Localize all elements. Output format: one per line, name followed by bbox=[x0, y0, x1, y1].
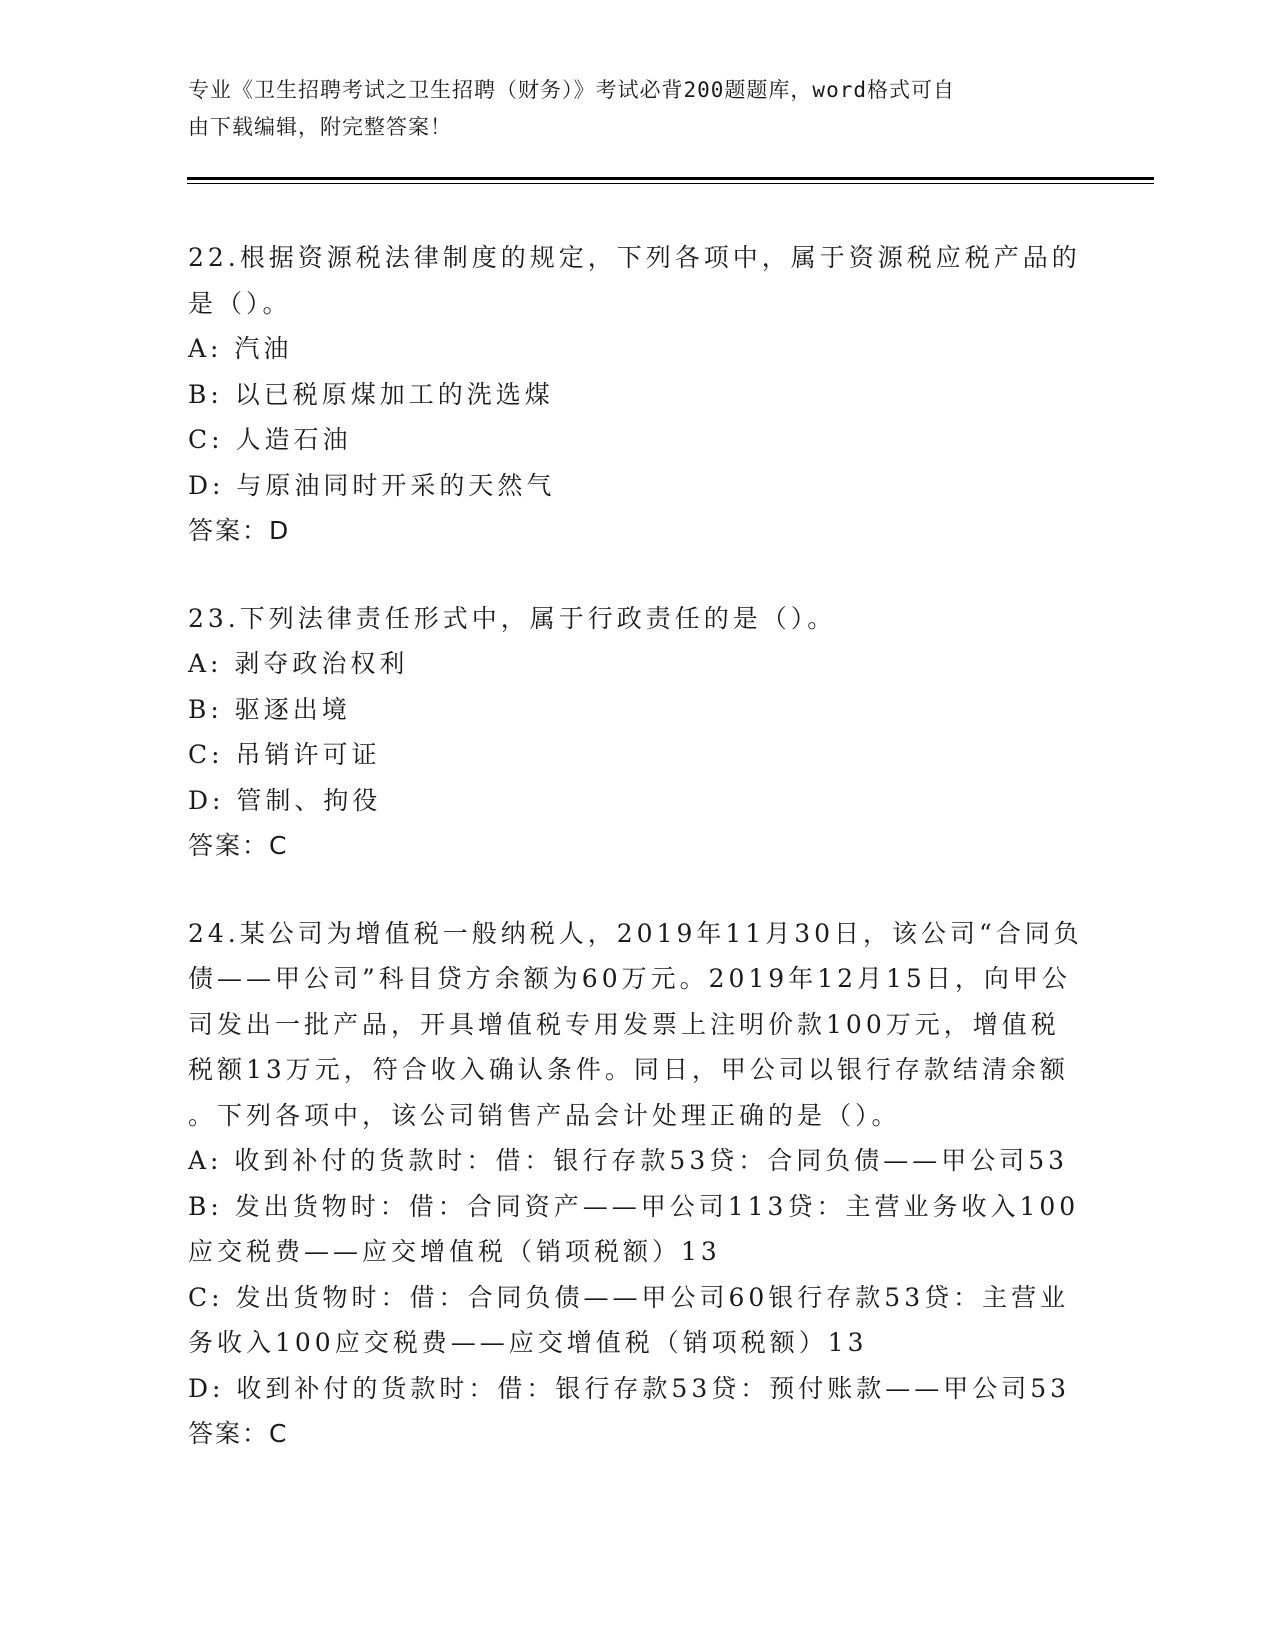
option-c: C: 发出货物时：借：合同负债——甲公司60银行存款53贷：主营业 bbox=[188, 1282, 1070, 1312]
option-d: D: 与原油同时开采的天然气 bbox=[188, 470, 556, 500]
option-a: A: 汽油 bbox=[188, 334, 293, 363]
question-24 bbox=[188, 911, 1088, 1457]
answer-label: 答案：C bbox=[188, 1419, 289, 1448]
answer-label: 答案：C bbox=[188, 831, 289, 860]
header-divider bbox=[187, 177, 1154, 180]
question-23 bbox=[188, 596, 1088, 869]
option-b: B: 发出货物时：借：合同资产——甲公司113贷：主营业务收入100 bbox=[188, 1191, 1080, 1221]
option-c-continued: 务收入100应交税费——应交增值税（销项税额）13 bbox=[188, 1328, 868, 1357]
option-a: A: 剥夺政治权利 bbox=[188, 649, 409, 678]
option-d: D: 管制、拘役 bbox=[188, 785, 382, 815]
question-stem: 税额13万元，符合收入确认条件。同日，甲公司以银行存款结清余额 bbox=[188, 1055, 1069, 1084]
question-stem: 司发出一批产品，开具增值税专用发票上注明价款100万元，增值税 bbox=[188, 1009, 1060, 1039]
answer-label: 答案：D bbox=[188, 516, 291, 545]
option-b: B: 驱逐出境 bbox=[188, 694, 351, 724]
question-stem: 是（）。 bbox=[188, 288, 292, 318]
option-a: A: 收到补付的货款时：借：银行存款53贷：合同负债——甲公司53 bbox=[188, 1146, 1069, 1175]
option-b-continued: 应交税费——应交增值税（销项税额）13 bbox=[188, 1237, 721, 1266]
question-stem: 23.下列法律责任形式中，属于行政责任的是（）。 bbox=[188, 603, 837, 633]
header-divider-thin bbox=[187, 183, 1154, 184]
header-line: 专业《卫生招聘考试之卫生招聘（财务）》考试必背200题题库，word格式可自 bbox=[188, 78, 955, 102]
option-b: B: 以已税原煤加工的洗选煤 bbox=[188, 379, 554, 409]
question-22 bbox=[188, 235, 1088, 554]
question-stem: 。下列各项中，该公司销售产品会计处理正确的是（）。 bbox=[188, 1100, 901, 1130]
document-header bbox=[188, 72, 1068, 146]
spacer bbox=[188, 869, 1088, 911]
question-stem: 24.某公司为增值税一般纳税人，2019年11月30日，该公司“合同负 bbox=[188, 918, 1083, 948]
option-c: C: 人造石油 bbox=[188, 425, 352, 454]
header-line: 由下载编辑，附完整答案！ bbox=[188, 115, 452, 139]
question-stem: 22.根据资源税法律制度的规定，下列各项中，属于资源税应税产品的 bbox=[188, 243, 1081, 272]
option-d: D: 收到补付的货款时：借：银行存款53贷：预付账款——甲公司53 bbox=[188, 1373, 1071, 1403]
question-stem: 债——甲公司”科目贷方余额为60万元。2019年12月15日，向甲公 bbox=[188, 964, 1071, 993]
spacer bbox=[188, 554, 1088, 596]
question-list bbox=[188, 235, 1088, 1457]
option-c: C: 吊销许可证 bbox=[188, 740, 381, 769]
